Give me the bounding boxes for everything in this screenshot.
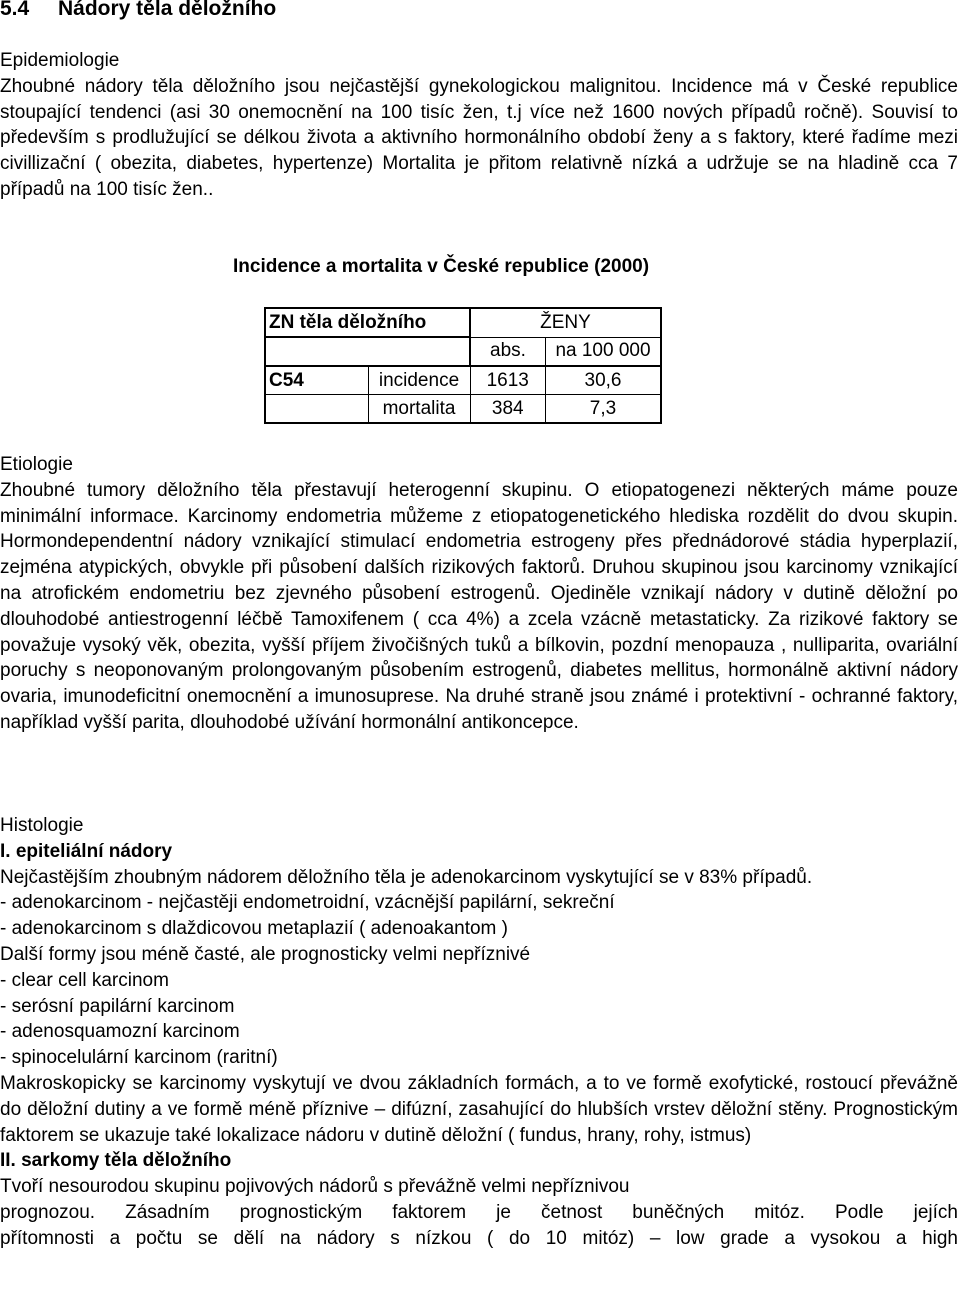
row-abs: 384 <box>470 395 546 424</box>
table-header-group: ŽENY <box>470 308 661 337</box>
histology-intro: Nejčastějším zhoubným nádorem děložního těla je adenokarcinom vyskytující se v 83% případů. <box>0 866 813 888</box>
row-rate: 7,3 <box>546 395 662 424</box>
list-item: - clear cell karcinom <box>0 969 169 991</box>
etiology-section <box>0 452 958 736</box>
histology-section <box>0 813 958 1252</box>
etiology-text: Zhoubné tumory děložního těla přestavují heterogenní skupinu. O etiopatogenezi některých máme pouze minimální informace. Karcinomy endometria můžeme z etiopatogenetického hlediska rozdělit do dvou skupin. Hormondependentní nádory vznikající stimulací endometria estrogeny přes přednádorové stádia hyperplazií, zejména atypických, obvykle při působení dalších rizikových faktorů. Druhou skupinou jsou karcinomy vznikající na atrofickém endometriu bez zjevného působení estrogenů. Ojediněle vznikají nádory v dutině děložní po dlouhodobé antiestrogenní léčbě Tamoxifenem ( cca 4%) a zcela vzácně metastaticky. Za rizikové faktory se považuje vysoký věk, obezita, vyšší příjem živočišných tuků a bílkovin, pozdní menopauza , nulliparita, ovariální poruchy s neoponovaným prolongovaným působením estrogenů, diabetes mellitus, hormonálně aktivní nádory ovaria, imunodeficitní onemocnění a imunosuprese. Na druhé straně jsou známé i protektivní - ochranné faktory, například vyšší parita, dlouhodobé užívání hormonální antikoncepce. <box>0 479 958 733</box>
sarcoma-line: přítomnosti a počtu se dělí na nádory s nízkou ( do 10 mitóz) – low grade a vysokou a high <box>0 1227 958 1249</box>
sarcoma-line: prognozou. Zásadním prognostickým faktorem je četnost buněčných mitóz. Podle jejích <box>0 1201 958 1223</box>
section-name: Nádory těla děložního <box>58 0 277 20</box>
sarcoma-line: Tvoří nesourodou skupinu pojivových nádorů s převážně velmi nepříznivou <box>0 1176 630 1198</box>
table-header-label: ZN těla děložního <box>265 308 470 337</box>
etiology-heading: Etiologie <box>0 454 73 475</box>
table-caption: Incidence a mortalita v České republice (2000) <box>233 256 650 277</box>
histology-macroscopy: Makroskopicky se karcinomy vyskytují ve dvou základních formách, a to ve formě exofytické, rostoucí převážně do děložní dutiny a ve formě méně příznive – difúzní, zasahující do hlubších vrstev děložní stěny. Prognostickým faktorem se ukazuje také lokalizace nádoru v dutině děložní ( fundus, hrany, rohy, istmus) <box>0 1072 958 1146</box>
table-header-row <box>265 308 661 337</box>
list-item: - adenosquamozní karcinom <box>0 1021 240 1043</box>
table-row <box>265 395 661 424</box>
section-title <box>0 0 276 22</box>
section-number: 5.4 <box>0 0 30 20</box>
epidemiology-heading: Epidemiologie <box>0 50 120 71</box>
histology-subheading-sarcoma: II. sarkomy těla děložního <box>0 1150 232 1172</box>
table-row <box>265 366 661 395</box>
row-label: mortalita <box>368 395 470 424</box>
row-code: C54 <box>265 366 368 395</box>
list-item: - serósní papilární karcinom <box>0 995 235 1017</box>
histology-subheading-epithelial: I. epiteliální nádory <box>0 840 173 862</box>
col-abs-header: abs. <box>470 337 546 366</box>
row-rate: 30,6 <box>546 366 662 395</box>
epidemiology-section <box>0 48 958 203</box>
incidence-table <box>264 307 662 424</box>
epidemiology-text: Zhoubné nádory těla děložního jsou nejčastější gynekologickou malignitou. Incidence má v České republice stoupající tendenci (asi 30 onemocnění na 100 tisíc žen, t.j více než 1600 nových případů ročně). Souvisí to především s prodlužující se délkou života a aktivního hormonálního období ženy a s faktory, které řadíme mezi civillizační ( obezita, diabetes, hypertenze) Mortalita je přitom relativně nízká a udržuje se na hladině cca 7 případů na 100 tisíc žen.. <box>0 75 958 200</box>
histology-heading: Histologie <box>0 815 84 836</box>
row-label: incidence <box>368 366 470 395</box>
table-subheader-row <box>265 337 661 366</box>
row-abs: 1613 <box>470 366 546 395</box>
col-rate-header: na 100 000 <box>546 337 662 366</box>
list-item: - adenokarcinom s dlaždicovou metaplazií ( adenoakantom ) <box>0 918 508 940</box>
list-item: - adenokarcinom - nejčastěji endometroidní, vzácnější papilární, sekreční <box>0 892 615 914</box>
histology-other-forms: Další formy jsou méně časté, ale prognosticky velmi nepříznivé <box>0 943 531 965</box>
list-item: - spinocelulární karcinom (raritní) <box>0 1047 278 1069</box>
